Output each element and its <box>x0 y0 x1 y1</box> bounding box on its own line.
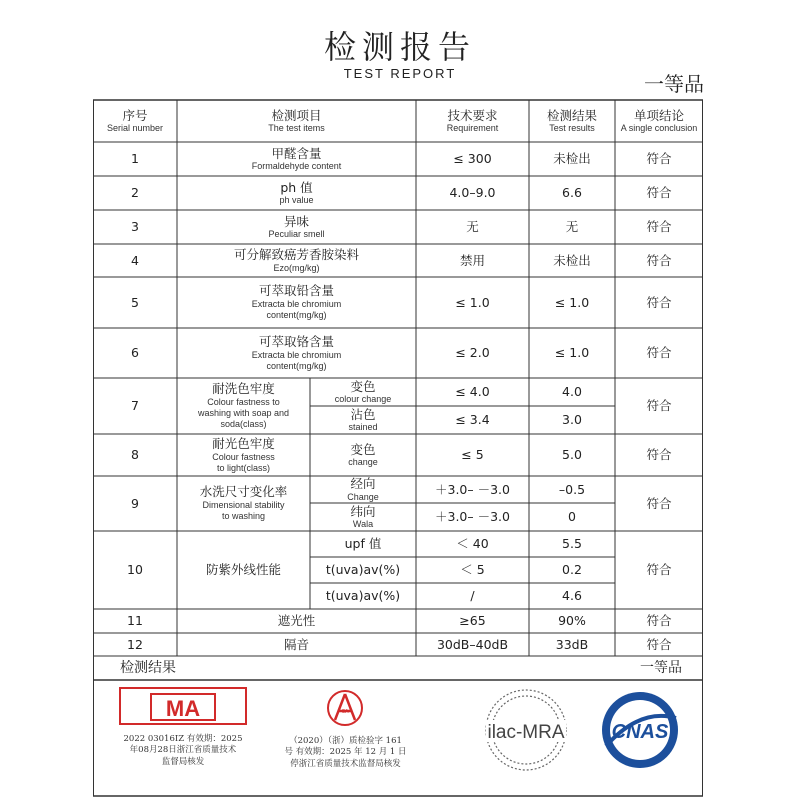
row-8-item: 耐光色牢度 Colour fastness to light(class) <box>212 435 275 473</box>
row-9-conclusion: 符合 <box>646 495 672 511</box>
cma-line-2: 年08月28日浙江省质量技术 <box>129 745 237 756</box>
row-6-item: 可萃取铬含量 Extracta ble chromium content(mg/kg) <box>251 333 342 371</box>
row-7-sub-1-result: 4.0 <box>562 384 582 400</box>
row-6-result: ≤ 1.0 <box>554 345 590 361</box>
row-11-result: 90% <box>558 613 586 629</box>
cma-line-1: 2022 03016IZ 有效期：2025 <box>123 734 243 744</box>
row-12-serial: 12 <box>127 636 143 652</box>
cnas-text: CNAS <box>611 721 669 743</box>
row-9-sub-1-requirement: ＋3.0– －3.0 <box>435 481 510 497</box>
row-9-sub-1: 经向 Change <box>347 476 379 502</box>
result-grade: 一等品 <box>640 660 682 676</box>
cma-logo <box>118 686 248 726</box>
row-11-requirement: ≥65 <box>459 613 486 629</box>
row-4-requirement: 禁用 <box>459 252 485 268</box>
row-6-serial: 6 <box>131 345 139 361</box>
row-12-item: 隔音 <box>283 636 309 652</box>
cal-line-2: 号 有效期：2025 年 12 月 1 日 <box>284 747 407 758</box>
row-9-sub-2-result: 0 <box>568 509 576 525</box>
row-11-serial: 11 <box>127 613 143 629</box>
row-2-serial: 2 <box>131 185 139 201</box>
row-10-sub-1-result: 5.5 <box>562 536 582 552</box>
report-subtitle: TEST REPORT <box>343 66 457 81</box>
report-title: 检测报告 <box>323 28 476 66</box>
row-11-item: 遮光性 <box>277 613 316 629</box>
col-header-requirement: 技术要求 Requirement <box>446 107 499 134</box>
row-8-sub-1: 变色 change <box>348 441 378 468</box>
row-7-serial: 7 <box>131 398 139 414</box>
row-5-item: 可萃取铅含量 Extracta ble chromium content(mg/kg) <box>251 283 342 321</box>
col-header-item: 检测项目 The test items <box>268 107 325 134</box>
row-8-conclusion: 符合 <box>646 447 672 463</box>
row-10-item: 防紫外线性能 <box>205 562 281 578</box>
row-9-serial: 9 <box>131 495 139 511</box>
row-4-item: 可分解致癌芳香胺染料 Ezo(mg/kg) <box>233 247 359 273</box>
row-12-conclusion: 符合 <box>646 636 672 652</box>
row-6-conclusion: 符合 <box>646 345 672 361</box>
row-7-item: 耐洗色牢度 Colour fastness to washing with soap and soda(class) <box>197 381 290 430</box>
row-10-conclusion: 符合 <box>646 562 672 578</box>
row-10-sub-1-requirement: ＜ 40 <box>456 536 489 552</box>
cal-certificate <box>278 686 413 776</box>
row-12-requirement: 30dB–40dB <box>436 636 509 652</box>
row-1-item: 甲醛含量 Formaldehyde content <box>251 145 342 172</box>
cma-line-3: 监督局核发 <box>161 756 205 767</box>
row-9-sub-1-result: –0.5 <box>558 481 586 497</box>
cal-logo-letters: CA <box>341 709 349 715</box>
row-11-conclusion: 符合 <box>646 613 672 629</box>
row-4-result: 未检出 <box>553 252 591 268</box>
cal-line-1: （2020）（浙）质检验字 161 <box>289 736 402 746</box>
cnas-icon <box>592 688 688 772</box>
row-12-result: 33dB <box>555 636 589 652</box>
cal-logo <box>278 686 413 728</box>
row-5-serial: 5 <box>131 294 139 310</box>
row-5-requirement: ≤ 1.0 <box>455 294 490 310</box>
row-10-sub-2-requirement: ＜ 5 <box>460 562 485 578</box>
row-7-sub-1-requirement: ≤ 4.0 <box>455 384 490 400</box>
row-7-sub-2: 沾色 stained <box>348 406 378 433</box>
row-3-result: 无 <box>565 219 579 235</box>
row-9-item: 水洗尺寸变化率 Dimensional stability to washing <box>199 484 288 522</box>
row-10-sub-3-requirement: / <box>470 588 475 604</box>
row-1-conclusion: 符合 <box>646 151 672 167</box>
row-10-serial: 10 <box>127 562 143 578</box>
row-8-result: 5.0 <box>562 447 582 463</box>
row-7-sub-1: 变色 colour change <box>334 378 392 405</box>
col-header-conclusion: 单项结论 A single conclusion <box>620 107 698 134</box>
row-2-result: 6.6 <box>562 185 582 201</box>
row-10-sub-2-result: 0.2 <box>562 562 582 578</box>
row-4-conclusion: 符合 <box>646 252 672 268</box>
result-label: 检测结果 <box>120 660 176 676</box>
row-3-conclusion: 符合 <box>646 219 672 235</box>
col-header-results: 检测结果 Test results <box>546 107 597 134</box>
row-10-sub-1: upf 值 <box>344 536 382 552</box>
row-3-item: 异味 Peculiar smell <box>268 213 325 240</box>
cal-line-3: 停浙江省质量技术监督局核发 <box>290 758 401 769</box>
row-2-conclusion: 符合 <box>646 185 672 201</box>
row-1-requirement: ≤ 300 <box>453 151 492 167</box>
ilac-mra-icon <box>478 684 574 776</box>
row-9-sub-2: 纬向 Wala <box>350 503 376 530</box>
row-8-requirement: ≤ 5 <box>461 447 484 463</box>
row-10-sub-2: t(uva)av(%) <box>325 562 401 578</box>
row-2-item: ph 值 ph value <box>279 179 314 206</box>
row-10-sub-3: t(uva)av(%) <box>325 588 401 604</box>
cnas-logo <box>592 688 688 772</box>
row-3-requirement: 无 <box>466 219 479 235</box>
row-7-sub-2-result: 3.0 <box>562 412 582 428</box>
grade-label: 一等品 <box>644 72 704 96</box>
col-header-serial: 序号 Serial number <box>106 107 164 134</box>
row-9-sub-2-requirement: ＋3.0– －3.0 <box>435 509 510 525</box>
row-4-serial: 4 <box>131 252 139 268</box>
row-6-requirement: ≤ 2.0 <box>455 345 490 361</box>
row-7-conclusion: 符合 <box>646 398 672 414</box>
row-1-result: 未检出 <box>553 151 591 167</box>
ilac-mra-logo <box>478 684 574 776</box>
row-5-conclusion: 符合 <box>646 294 672 310</box>
row-1-serial: 1 <box>131 151 139 167</box>
row-2-requirement: 4.0–9.0 <box>449 185 496 201</box>
row-3-serial: 3 <box>131 219 139 235</box>
row-8-serial: 8 <box>131 447 139 463</box>
cma-logo-letters: MA <box>165 696 201 721</box>
row-10-sub-3-result: 4.6 <box>562 588 582 604</box>
row-5-result: ≤ 1.0 <box>554 294 590 310</box>
ilac-mra-text: ilac-MRA <box>487 722 565 743</box>
row-7-sub-2-requirement: ≤ 3.4 <box>455 412 490 428</box>
cma-certificate <box>118 686 248 776</box>
